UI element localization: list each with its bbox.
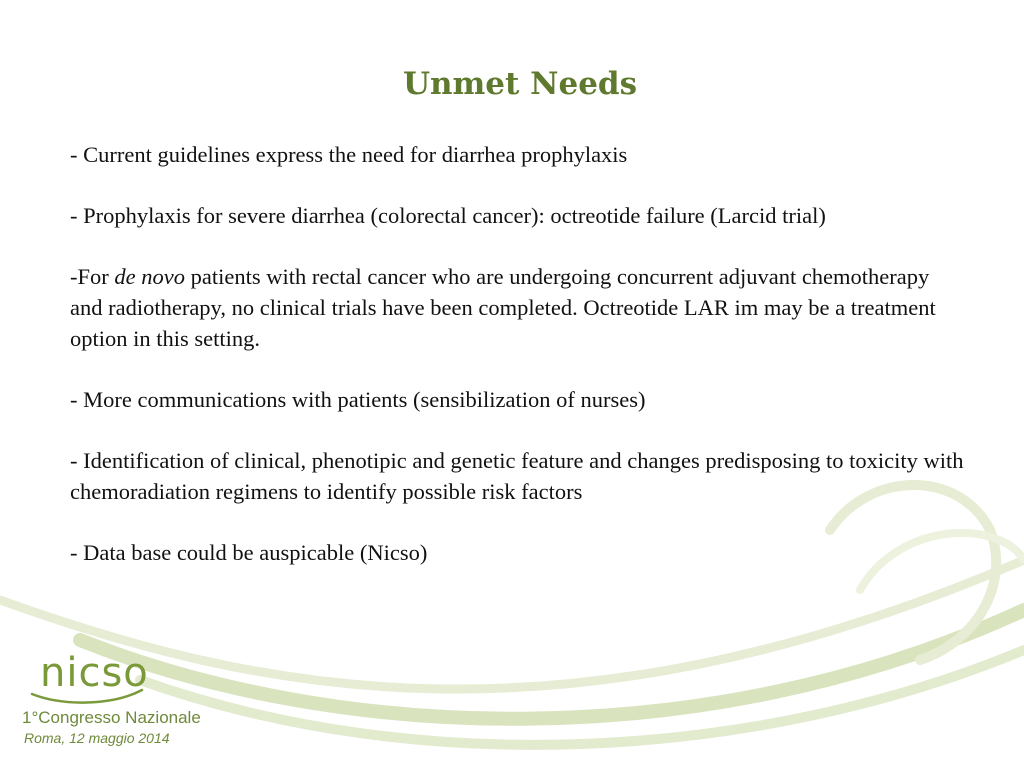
logo-congress: 1°Congresso Nazionale <box>22 708 201 727</box>
bullet-communications: - More communications with patients (sensibilization of nurses) <box>70 386 646 412</box>
bullet-de-novo-suffix: patients with rectal cancer who are undergoing concurrent adjuvant chemotherapy and radiotherapy, no clinical trials have been completed. Octreotide LAR im may be a treatment option in this setting. <box>70 264 936 351</box>
logo-location-date: Roma, 12 maggio 2014 <box>24 730 170 746</box>
slide-body <box>70 140 965 599</box>
bullet-identification: - Identification of clinical, phenotipic and genetic feature and changes predisposing to toxicity with chemoradiation regimens to identify possible risk factors <box>70 447 964 504</box>
slide-title: Unmet Needs <box>402 66 638 102</box>
nicso-logo <box>22 650 222 755</box>
bullet-guidelines: - Current guidelines express the need for diarrhea prophylaxis <box>70 142 628 167</box>
bullet-database: - Data base could be auspicable (Nicso) <box>70 539 428 565</box>
bullet-de-novo-emphasis: de novo <box>114 264 185 290</box>
bullet-de-novo-prefix: -For <box>70 264 115 290</box>
bullet-de-novo <box>70 262 965 354</box>
bullet-prophylaxis: - Prophylaxis for severe diarrhea (colorectal cancer): octreotide failure (Larcid trial) <box>70 203 826 229</box>
logo-wordmark: nicso <box>40 650 149 696</box>
